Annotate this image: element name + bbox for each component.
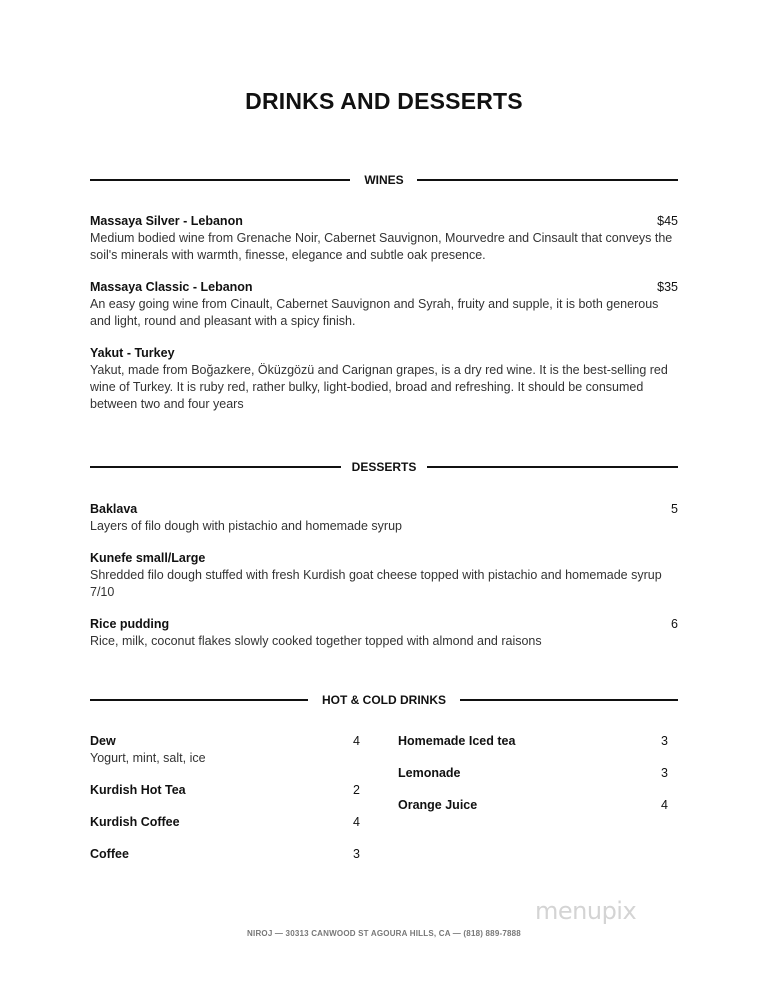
section-title-wines: WINES xyxy=(364,173,404,187)
footer-address: NIROJ — 30313 CANWOOD ST AGOURA HILLS, CA — (818) 889-7888 xyxy=(247,929,521,938)
section-header-desserts xyxy=(90,459,678,475)
item-price: 4 xyxy=(353,734,360,748)
item-name: Homemade Iced tea xyxy=(398,734,516,748)
wine-item-yakut xyxy=(90,345,678,413)
menupix-watermark: menupix xyxy=(535,897,637,925)
item-name: Orange Juice xyxy=(398,798,478,812)
item-name: Rice pudding xyxy=(90,617,170,631)
divider-line xyxy=(417,179,678,181)
item-price: $45 xyxy=(657,214,678,228)
item-description: Rice, milk, coconut flakes slowly cooked together topped with almond and raisons xyxy=(90,634,542,648)
section-header-drinks xyxy=(90,692,678,708)
item-name: Lemonade xyxy=(398,766,461,780)
drink-item-orange-juice xyxy=(398,797,668,814)
section-title-drinks: HOT & COLD DRINKS xyxy=(322,693,446,707)
item-description: Layers of filo dough with pistachio and homemade syrup xyxy=(90,519,402,533)
section-title-desserts: DESSERTS xyxy=(351,460,417,474)
item-price: 4 xyxy=(353,815,360,829)
dessert-item-rice-pudding xyxy=(90,616,678,650)
item-price: 2 xyxy=(353,783,360,797)
item-price: 6 xyxy=(671,617,678,631)
divider-line xyxy=(460,699,678,701)
wine-item-massaya-classic xyxy=(90,279,678,330)
item-name: Massaya Classic - Lebanon xyxy=(90,280,253,294)
drink-item-kurdish-hot-tea xyxy=(90,782,360,799)
section-header-wines xyxy=(90,172,678,188)
drink-item-homemade-iced-tea xyxy=(398,733,668,750)
item-description: Yakut, made from Boğazkere, Öküzgözü and Carignan grapes, is a dry red wine. It is the best-selling red wine of Turkey. It is ruby red, rather bulky, light-bodied, broad and refreshing. It should be consumed between two and four years xyxy=(90,363,668,411)
item-description: Yogurt, mint, salt, ice xyxy=(90,751,206,765)
item-name: Kurdish Coffee xyxy=(90,815,180,829)
item-name: Baklava xyxy=(90,502,138,516)
dessert-item-baklava xyxy=(90,501,678,535)
item-name: Dew xyxy=(90,734,116,748)
item-price: 3 xyxy=(353,847,360,861)
drink-item-dew xyxy=(90,733,360,767)
divider-line xyxy=(427,466,678,468)
item-name: Kunefe small/Large xyxy=(90,551,206,565)
drink-item-kurdish-coffee xyxy=(90,814,360,831)
wine-item-massaya-silver xyxy=(90,213,678,264)
item-description: An easy going wine from Cinault, Cabernet Sauvignon and Syrah, fruity and supple, it is both generous and light, round and pleasant with a spicy finish. xyxy=(90,297,659,328)
item-description: Medium bodied wine from Grenache Noir, Cabernet Sauvignon, Mourvedre and Cinsault that conveys the soil's minerals with warmth, finesse, elegance and subtle oak presence. xyxy=(90,231,673,262)
item-name: Kurdish Hot Tea xyxy=(90,783,186,797)
item-name: Yakut - Turkey xyxy=(90,346,175,360)
item-name: Massaya Silver - Lebanon xyxy=(90,214,243,228)
drink-item-coffee xyxy=(90,846,360,863)
item-price: $35 xyxy=(657,280,678,294)
item-price: 3 xyxy=(661,734,668,748)
dessert-item-kunefe xyxy=(90,550,678,601)
item-price: 5 xyxy=(671,502,678,516)
drink-item-lemonade xyxy=(398,765,668,782)
item-description: Shredded filo dough stuffed with fresh Kurdish goat cheese topped with pistachio and homemade syrup 7/10 xyxy=(90,568,662,599)
item-price: 3 xyxy=(661,766,668,780)
item-name: Coffee xyxy=(90,847,129,861)
item-price: 4 xyxy=(661,798,668,812)
page-title: DRINKS AND DESSERTS xyxy=(245,88,523,114)
